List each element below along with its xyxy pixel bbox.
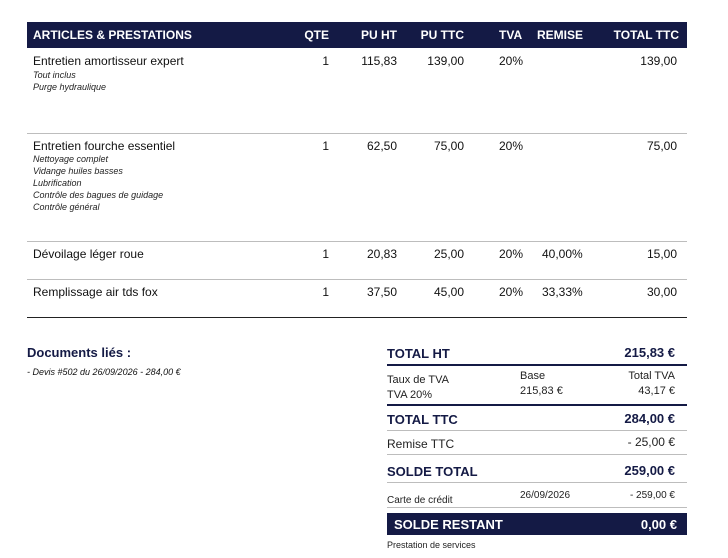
remise-label: Remise TTC (387, 437, 455, 451)
items-table (27, 22, 687, 318)
header-total-ttc: TOTAL TTC (613, 28, 679, 42)
document-link[interactable]: - Devis #502 du 26/09/2026 - 284,00 € (27, 367, 181, 377)
item-pu-ttc: 25,00 (433, 247, 464, 261)
item-pu-ht: 115,83 (361, 54, 397, 68)
tva-rate: TVA 20% (387, 389, 433, 401)
item-detail: Contrôle des bagues de guidage (33, 190, 164, 200)
item-pu-ttc: 45,00 (433, 285, 464, 299)
item-detail: Purge hydraulique (33, 82, 107, 92)
item-tva: 20% (499, 139, 524, 153)
item-total: 15,00 (646, 247, 677, 261)
table-row (27, 48, 687, 134)
payment-amount: - 259,00 € (629, 490, 675, 501)
tva-total-header: Total TVA (628, 370, 675, 382)
header-pu-ttc: PU TTC (420, 28, 464, 42)
item-pu-ht: 62,50 (366, 139, 397, 153)
item-pu-ht: 20,83 (366, 247, 397, 261)
payment-date: 26/09/2026 (520, 490, 571, 501)
item-total: 30,00 (646, 285, 677, 299)
solde-total-value: 259,00 € (624, 463, 675, 478)
table-row (27, 134, 687, 242)
item-remise: 33,33% (542, 285, 583, 299)
item-qte: 1 (322, 247, 329, 261)
solde-restant-bar (387, 513, 687, 535)
item-pu-ttc: 139,00 (427, 54, 464, 68)
header-pu-ht: PU HT (361, 28, 397, 42)
item-detail: Vidange huiles basses (33, 166, 123, 176)
item-name: Entretien amortisseur expert (33, 54, 184, 68)
item-tva: 20% (499, 54, 524, 68)
total-ht-value: 215,83 € (624, 345, 675, 360)
divider (387, 430, 687, 431)
header-tva: TVA (499, 28, 523, 42)
item-name: Entretien fourche essentiel (33, 139, 176, 153)
item-qte: 1 (322, 139, 329, 153)
item-pu-ttc: 75,00 (433, 139, 464, 153)
header-articles: ARTICLES & PRESTATIONS (33, 28, 192, 42)
divider (387, 507, 687, 508)
item-pu-ht: 37,50 (366, 285, 397, 299)
item-tva: 20% (499, 247, 524, 261)
solde-total-label: SOLDE TOTAL (387, 464, 478, 479)
payment-method: Carte de crédit (387, 495, 453, 506)
tva-base: 215,83 € (520, 385, 563, 397)
item-detail: Contrôle général (33, 202, 100, 212)
footer-note: Prestation de services (387, 540, 476, 550)
table-row (27, 280, 687, 318)
item-name: Remplissage air tds fox (33, 285, 158, 299)
item-tva: 20% (499, 285, 524, 299)
item-total: 75,00 (646, 139, 677, 153)
item-qte: 1 (322, 54, 329, 68)
tva-base-header: Base (520, 370, 546, 382)
item-name: Dévoilage léger roue (33, 247, 144, 261)
tva-total: 43,17 € (638, 385, 675, 397)
divider (387, 482, 687, 483)
header-remise: REMISE (537, 28, 584, 42)
item-details (33, 69, 106, 93)
solde-restant-value: 0,00 € (640, 517, 677, 532)
item-total: 139,00 (640, 54, 677, 68)
item-detail: Lubrification (33, 178, 82, 188)
item-detail: Nettoyage complet (33, 154, 109, 164)
divider (387, 404, 687, 406)
item-details (33, 153, 163, 213)
table-row (27, 242, 687, 280)
header-qte: QTE (304, 28, 329, 42)
divider (387, 364, 687, 366)
tva-rate-header: Taux de TVA (387, 374, 449, 386)
item-remise: 40,00% (542, 247, 583, 261)
solde-restant-label: SOLDE RESTANT (394, 517, 503, 532)
item-qte: 1 (322, 285, 329, 299)
table-header (27, 22, 687, 48)
remise-value: - 25,00 € (627, 435, 675, 449)
total-ttc-label: TOTAL TTC (387, 412, 458, 427)
item-detail: Tout inclus (33, 70, 76, 80)
total-ht-label: TOTAL HT (387, 346, 450, 361)
divider (387, 454, 687, 455)
total-ttc-value: 284,00 € (624, 411, 675, 426)
documents-title: Documents liés : (27, 345, 132, 360)
